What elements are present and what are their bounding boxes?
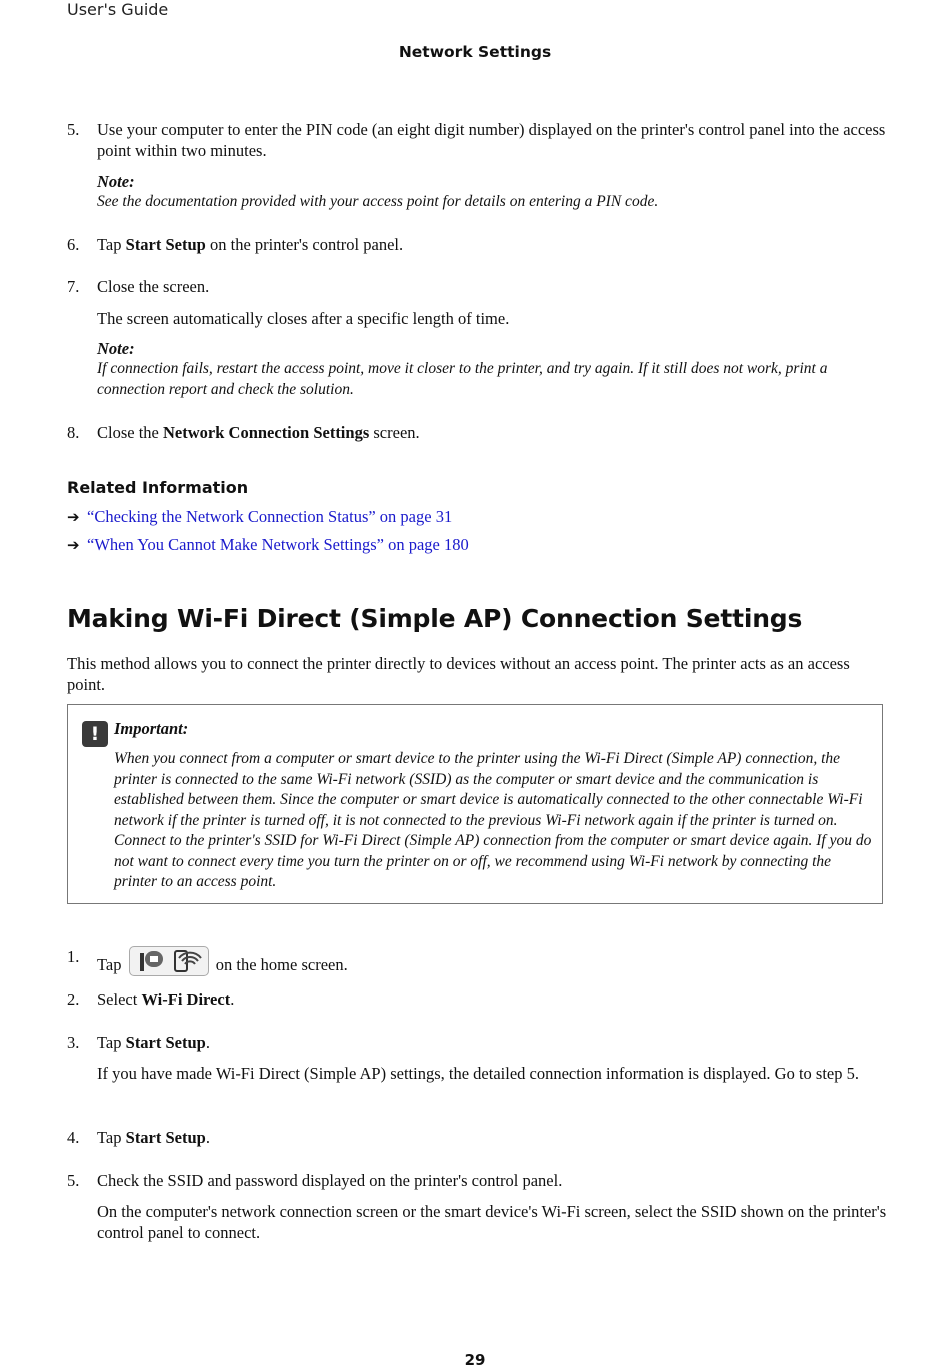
step-text: Tap Start Setup.: [97, 1033, 210, 1052]
ui-label: Start Setup: [125, 235, 206, 254]
section-header: Network Settings: [398, 43, 552, 61]
important-box: [67, 704, 883, 904]
step-text: Close the Network Connection Settings screen.: [97, 423, 420, 442]
note-label: Note:: [97, 339, 135, 358]
ui-label: Network Connection Settings: [163, 423, 370, 442]
step-text: Check the SSID and password displayed on the printer's control panel.: [97, 1171, 563, 1190]
step-number: 8.: [67, 423, 80, 442]
running-header: User's Guide: [67, 0, 169, 19]
step-text: Close the screen.: [97, 277, 210, 296]
step-text: Tap on the home screen.: [97, 946, 887, 976]
step-detail: The screen automatically closes after a specific length of time.: [97, 309, 510, 328]
right-arrow-icon: ➔: [67, 510, 80, 526]
step-detail: On the computer's network connection screen or the smart device's Wi-Fi screen, select the SSID shown on the printer's control panel to connect.: [97, 1202, 887, 1242]
section-title: Making Wi-Fi Direct (Simple AP) Connection Settings: [67, 604, 803, 633]
intro-paragraph: This method allows you to connect the printer directly to devices without an access point. The printer acts as an access point.: [67, 654, 850, 694]
related-info-heading: Related Information: [67, 478, 249, 497]
related-link[interactable]: “Checking the Network Connection Status” on page 31: [87, 507, 453, 526]
ui-label: Start Setup: [125, 1128, 206, 1147]
step-text: Tap Start Setup.: [97, 1128, 210, 1147]
exclamation-icon: !: [82, 721, 108, 747]
step-text: Use your computer to enter the PIN code (an eight digit number) displayed on the printer's control panel into the access point within two minutes.: [97, 120, 886, 160]
step-number: 5.: [67, 1171, 80, 1190]
step-number: 5.: [67, 120, 80, 139]
ui-label: Start Setup: [125, 1033, 206, 1052]
step-text: Tap Start Setup on the printer's control panel.: [97, 235, 404, 254]
ui-label: Wi-Fi Direct: [141, 990, 231, 1009]
step-number: 1.: [67, 947, 80, 966]
note-text: See the documentation provided with your access point for details on entering a PIN code.: [97, 193, 659, 210]
related-link-item[interactable]: [67, 535, 469, 556]
right-arrow-icon: ➔: [67, 538, 80, 554]
step-number: 4.: [67, 1128, 80, 1147]
important-label: Important:: [114, 719, 189, 738]
step-text: Select Wi-Fi Direct.: [97, 990, 235, 1009]
related-link[interactable]: “When You Cannot Make Network Settings” on page 180: [87, 535, 469, 554]
step-number: 7.: [67, 277, 80, 296]
step-number: 6.: [67, 235, 80, 254]
note-label: Note:: [97, 172, 135, 191]
step-number: 2.: [67, 990, 80, 1009]
note-text: If connection fails, restart the access point, move it closer to the printer, and try again. If it still does not work, print a connection report and check the solution.: [97, 360, 828, 398]
step-number: 3.: [67, 1033, 80, 1052]
wifi-network-icon[interactable]: [129, 946, 209, 976]
step-detail: If you have made Wi-Fi Direct (Simple AP) settings, the detailed connection information is displayed. Go to step 5.: [97, 1064, 860, 1083]
important-text: When you connect from a computer or smart device to the printer using the Wi-Fi Direct (Simple AP) connection, the printer is connected to the same Wi-Fi network (SSID) as the computer or smart device and the communication is established between them. Since the computer or smart device is automatically connected to the other connectable Wi-Fi network if the printer is turned off, it is not connected to the previous Wi-Fi network again if the printer is turned on. Connect to the printer's SSID for Wi-Fi Direct (Simple AP) connection from the computer or smart device again. If you do not want to connect every time you turn the printer on or off, we recommend using Wi-Fi network by connecting the printer to an access point.: [114, 750, 872, 890]
related-link-item[interactable]: [67, 507, 452, 528]
page-number: 29: [464, 1351, 486, 1369]
